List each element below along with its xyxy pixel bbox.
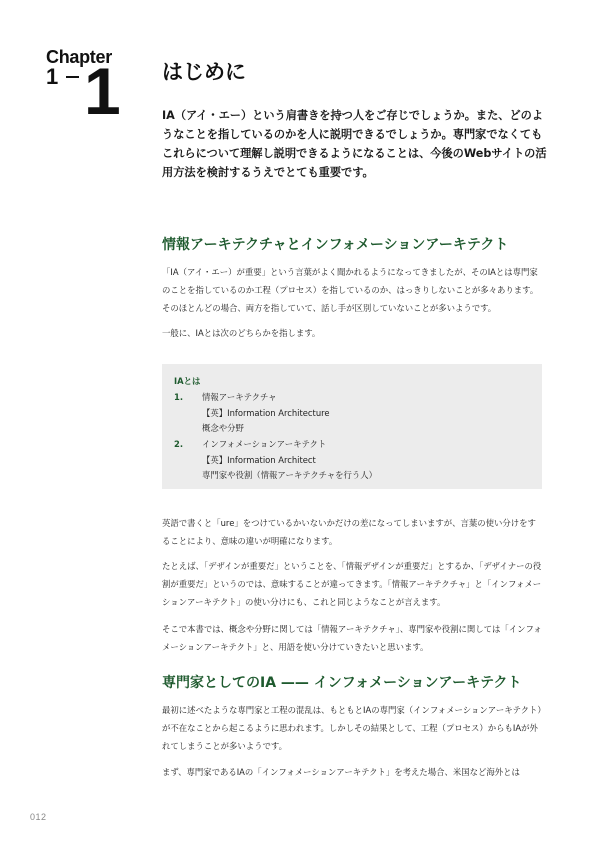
paragraph-5: そこで本書では、概念や分野に関しては「情報アーキテクチャ」、専門家や役割に関しては「インフォメーションアーキテクト」と、用語を使い分けていきたいと思います。 (162, 624, 542, 652)
page-number: 012 (30, 812, 47, 822)
section-1-paragraph-2: 一般に、IAとは次のどちらかを指します。 (162, 328, 321, 338)
definition-item-1-english: 【英】Information Architecture (202, 408, 330, 418)
chapter-marker (46, 48, 146, 128)
definition-item-1-description: 概念や分野 (202, 423, 244, 433)
page-title: はじめに (162, 60, 246, 84)
section-2-heading: 専門家としてのIA —— インフォメーションアーキテクト (162, 675, 522, 691)
definition-item-2-description: 専門家や役割（情報アーキテクチャを行う人） (202, 470, 378, 480)
chapter-section-number: 1 (84, 54, 121, 128)
section-1-heading: 情報アーキテクチャとインフォメーションアーキテクト (162, 237, 509, 253)
definition-item-1-number: 1. (174, 392, 184, 402)
chapter-part-number: 1 (46, 64, 59, 89)
paragraph-3: 英語で書くと「ure」をつけているかいないかだけの差になってしまいますが、言葉の使い分けをすることにより、意味の違いが明確になります。 (162, 518, 536, 546)
definition-box-title: IAとは (174, 376, 201, 386)
chapter-dash (66, 76, 79, 78)
paragraph-4: たとえば、「デザインが重要だ」ということを、「情報デザインが重要だ」とするか、「デザイナーの役割が重要だ」というのでは、意味することが違ってきます。「情報アーキテクチャ」と「インフォメーションアーキテクト」の使い分けにも、これと同じようなことが言えます。 (162, 561, 542, 607)
section-1-paragraph-1: 「IA（アイ・エー）が重要」という言葉がよく聞かれるようになってきましたが、そのIAとは専門家のことを指しているのか工程（プロセス）を指しているのか、はっきりしないことが多々あります。そのほとんどの場合、両方を指していて、話し手が区別していないことが多いようです。 (162, 267, 539, 313)
definition-item-2-name: インフォメーションアーキテクト (202, 439, 327, 449)
definition-box (162, 364, 542, 489)
chapter-word: Chapter (46, 47, 112, 67)
section-2 (162, 672, 552, 692)
section-2-paragraph-2: まず、専門家であるIAの「インフォメーションアーキテクト」を考えた場合、米国など海外とは (162, 767, 520, 777)
definition-item-2-english: 【英】Information Architect (202, 455, 316, 465)
section-1 (162, 234, 552, 254)
section-2-paragraph-1: 最初に述べたような専門家と工程の混乱は、もともとIAの専門家（インフォメーションアーキテクト）が不在なことから起こるように思われます。しかしその結果として、工程（プロセス）からもIAが外れてしまうことが多いようです。 (162, 705, 542, 751)
definition-item-1-name: 情報アーキテクチャ (202, 392, 277, 402)
definition-item-2-number: 2. (174, 439, 184, 449)
lead-paragraph: IA（アイ・エー）という肩書きを持つ人をご存じでしょうか。また、どのようなことを指しているのかを人に説明できるでしょうか。専門家でなくてもこれらについて理解し説明できるようになることは、今後のWebサイトの活用方法を検討するうえでとても重要です。 (162, 109, 547, 179)
